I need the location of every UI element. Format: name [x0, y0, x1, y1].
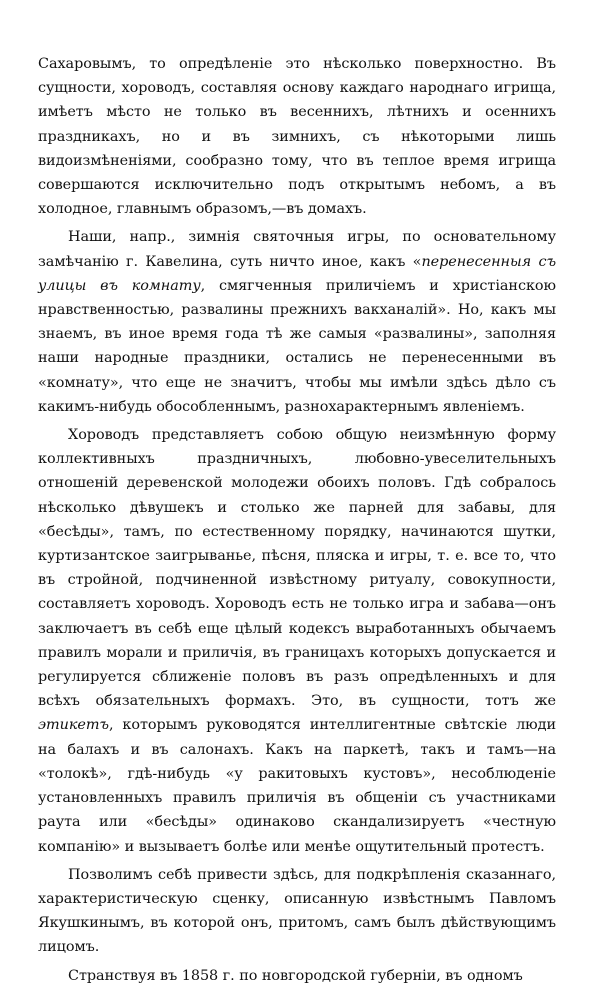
text-run: Позволимъ себѣ привести здѣсь, для подкрѣпленія сказаннаго, характеристическую сценку, описанную извѣстнымъ Павломъ Якушкинымъ, въ которой онъ, притомъ, самъ былъ дѣйствующимъ лицомъ.: [38, 866, 556, 956]
paragraph: [38, 423, 556, 859]
text-run: , смягченныя приличіемъ и христіанскою нравственностью, развалины прежнихъ вакханалій». Но, какъ мы знаемъ, въ иное время года тѣ же самыя «развалины», заполняя наши народные праздники, остались не перенесенными въ «комнату», что еще не значитъ, чтобы мы имѣли здѣсь дѣло съ какимъ-нибудь обособленнымъ, разнохарактернымъ явленіемъ.: [38, 277, 556, 415]
text-run: Странствуя въ 1858 г. по новгородской губерніи, въ одномъ: [68, 967, 523, 984]
text-run: , которымъ руководятся интеллигентные свѣтскіе люди на балахъ и въ салонахъ. Какъ на паркетѣ, такъ и тамъ—на «толокѣ», гдѣ-нибудь «у ракитовыхъ кустовъ», несоблюденіе установленныхъ правилъ приличія въ общеніи съ участниками раута или «бесѣды» одинаково скандализируетъ «честную компанію» и вызываетъ болѣе или менѣе ощутительный протестъ.: [38, 717, 556, 855]
text-run: Хороводъ представляетъ собою общую неизмѣнную форму коллективныхъ праздничныхъ, любовно-увеселительныхъ отношеній деревенской молодежи обоихъ половъ. Гдѣ собралось нѣсколько дѣвушекъ и столько же парней для забавы, для «бесѣды», тамъ, по естественному порядку, начинаются шутки, куртизантское заигрыванье, пѣсня, пляска и игры, т. е. все то, что въ стройной, подчиненной извѣстному ритуалу, совокупности, составляетъ хороводъ. Хороводъ есть не только игра и забава—онъ заключаетъ въ себѣ еще цѣлый кодексъ выработанныхъ обычаемъ правилъ морали и приличія, въ границахъ которыхъ допускается и регулируется сближеніе половъ въ разъ опредѣленныхъ и для всѣхъ обязательныхъ формахъ. Это, въ сущности, тотъ же: [38, 427, 556, 710]
paragraph: [38, 964, 556, 988]
body-text: [38, 52, 556, 988]
emphasized-text: этикетъ: [38, 717, 109, 734]
emphasized-text: перенесенныя съ улицы въ комнату: [38, 253, 556, 294]
text-run: Наши, напр., зимнія святочныя игры, по основательному замѣчанію г. Кавелина, суть ничто иное, какъ «: [38, 229, 556, 270]
paragraph: [38, 225, 556, 419]
paragraph: [38, 863, 556, 960]
text-run: Сахаровымъ, то опредѣленіе это нѣсколько поверхностно. Въ сущности, хороводъ, составляя основу каждаго народнаго игрища, имѣетъ мѣсто не только въ весеннихъ, лѣтнихъ и осеннихъ праздникахъ, но и въ зимнихъ, съ нѣкоторыми лишь видоизмѣненіями, сообразно тому, что въ теплое время игрища совершаются исключительно подъ открытымъ небомъ, а въ холодное, главнымъ образомъ,—въ домахъ.: [38, 56, 556, 218]
paragraph: [38, 52, 556, 221]
